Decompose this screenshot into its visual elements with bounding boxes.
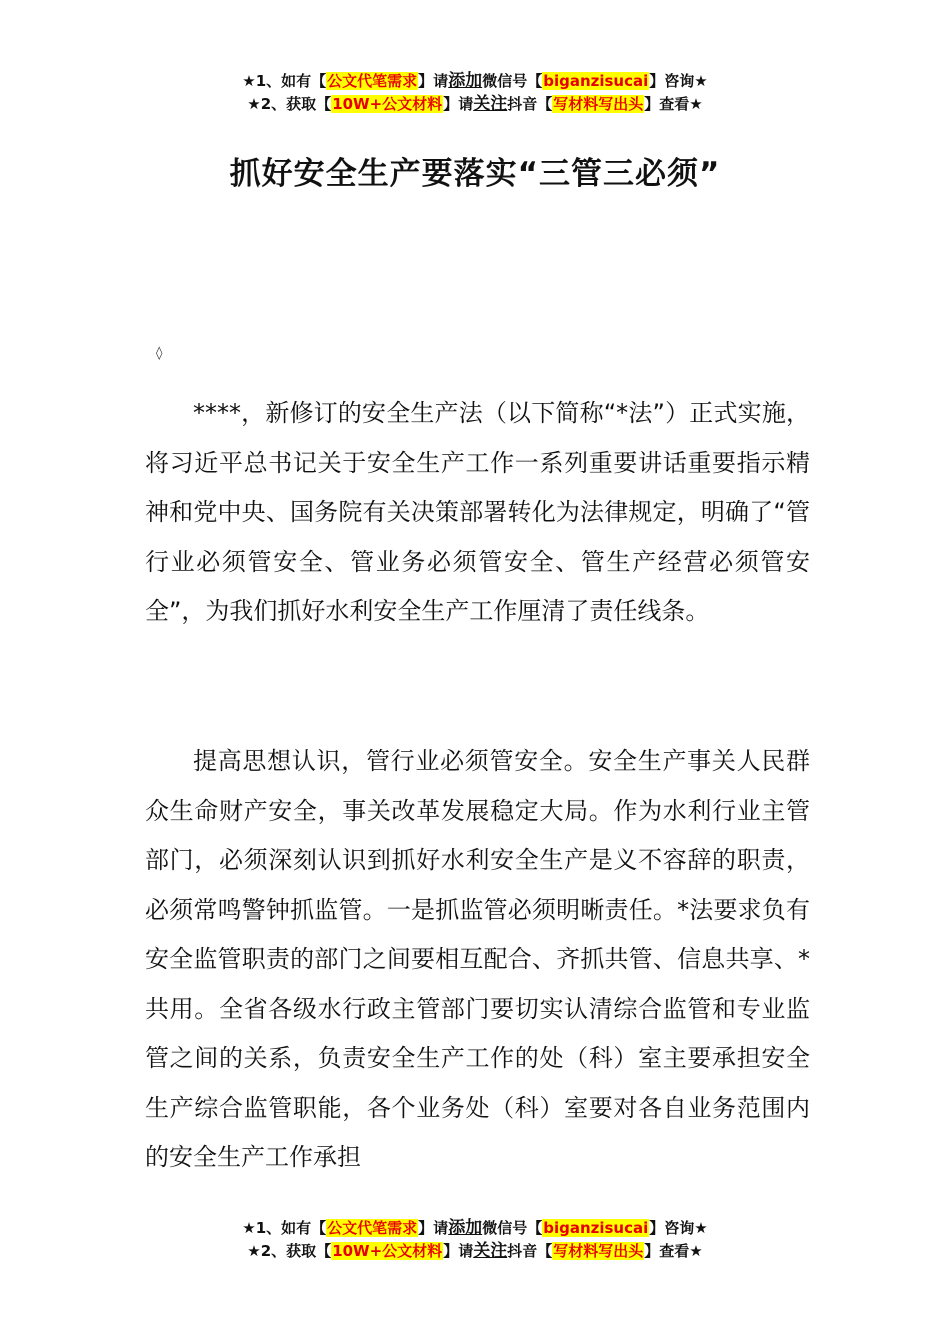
promo-text: 】查看★ [644,95,703,113]
promo-underline: 关注 [473,94,508,114]
header-promo-banner [0,70,950,116]
promo-underline: 关注 [473,1241,508,1261]
promo-text: 】请 [418,1219,449,1237]
promo-text: 微信号【 [482,1219,543,1237]
footer-promo-banner [0,1217,950,1263]
anchor-mark-icon: ◊ [156,346,163,361]
promo-highlight: 公文代笔需求 [327,1219,418,1237]
promo-text: 】请 [443,95,474,113]
promo-text: 】请 [443,1242,474,1260]
promo-text: ★2、获取【 [247,95,332,113]
promo-line-1 [0,1217,950,1240]
promo-text: ★2、获取【 [247,1242,332,1260]
promo-wechat-id: biganzisucai [543,1219,649,1237]
promo-text: 微信号【 [482,72,543,90]
promo-douyin-id: 写材料写出头 [553,1242,644,1260]
document-title: 抓好安全生产要落实“三管三必须” [229,156,721,192]
body-paragraph: ****，新修订的安全生产法（以下简称“*法”）正式实施，将习近平总书记关于安全生产工作一系列重要讲话重要指示精神和党中央、国务院有关决策部署转化为法律规定，明确了“管行业必须管安全、管业务必须管安全、管生产经营必须管安全”，为我们抓好水利安全生产工作厘清了责任线条。 [145,399,810,625]
promo-highlight: 10W+公文材料 [332,95,443,113]
promo-douyin-id: 写材料写出头 [553,95,644,113]
promo-line-1 [0,70,950,93]
promo-line-2 [0,1240,950,1263]
promo-text: 】咨询★ [649,72,708,90]
promo-highlight: 10W+公文材料 [332,1242,443,1260]
promo-text: 抖音【 [507,95,553,113]
body-paragraph: 提高思想认识，管行业必须管安全。安全生产事关人民群众生命财产安全，事关改革发展稳定大局。作为水利行业主管部门，必须深刻认识到抓好水利安全生产是义不容辞的职责，必须常鸣警钟抓监管。一是抓监管必须明晰责任。*法要求负有安全监管职责的部门之间要相互配合、齐抓共管、信息共享、*共用。全省各级水行政主管部门要切实认清综合监管和专业监管之间的关系，负责安全生产工作的处（科）室主要承担安全生产综合监管职能，各个业务处（科）室要对各自业务范围内的安全生产工作承担 [145,747,810,1171]
promo-underline: 添加 [448,1218,483,1238]
promo-wechat-id: biganzisucai [543,72,649,90]
promo-text: ★1、如有【 [242,1219,327,1237]
promo-underline: 添加 [448,71,483,91]
promo-text: 】咨询★ [649,1219,708,1237]
promo-highlight: 公文代笔需求 [327,72,418,90]
promo-line-2 [0,93,950,116]
promo-text: 抖音【 [507,1242,553,1260]
promo-text: ★1、如有【 [242,72,327,90]
promo-text: 】请 [418,72,449,90]
promo-text: 】查看★ [644,1242,703,1260]
